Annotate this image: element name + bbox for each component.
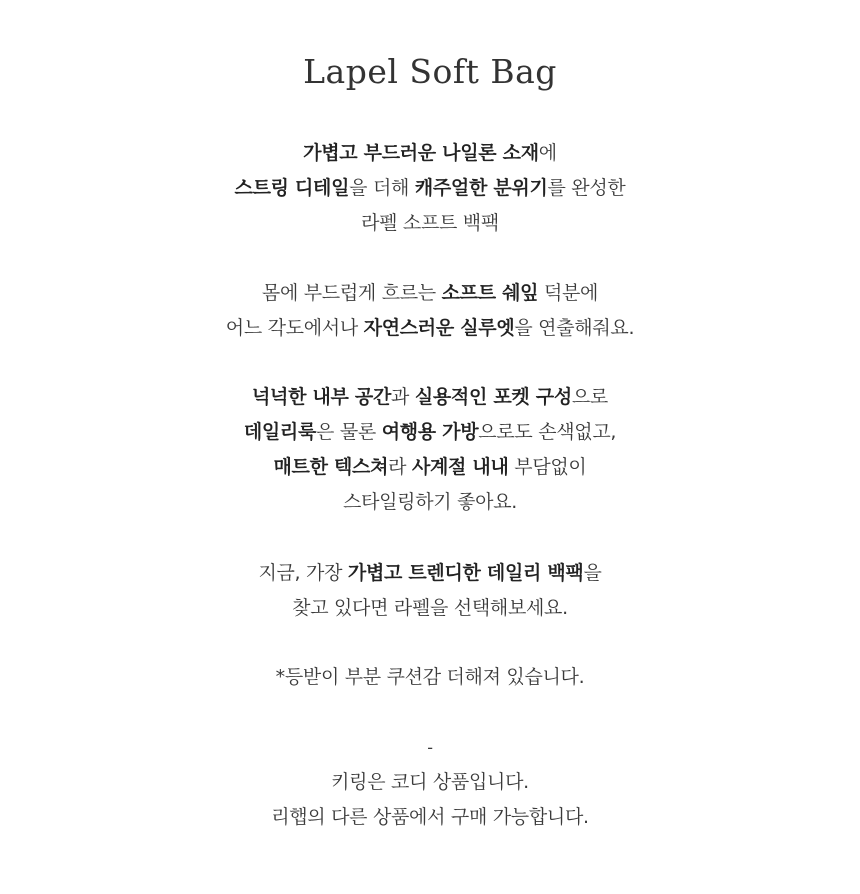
plain-text: 라 [388, 456, 412, 478]
plain-text: 을 [583, 562, 602, 584]
emphasis-text: 여행용 가방 [381, 421, 479, 443]
plain-text: 을 연출해줘요. [514, 317, 635, 339]
plain-text: 덕분에 [538, 282, 599, 304]
emphasis-text: 캐주얼한 분위기 [414, 177, 548, 199]
text-line [0, 485, 860, 520]
text-line [0, 206, 860, 241]
plain-text: 키링은 코디 상품입니다. [331, 771, 529, 793]
plain-text: 부담없이 [508, 456, 587, 478]
plain-text: 라펠 소프트 백팩 [361, 212, 499, 234]
description-paragraph [0, 556, 860, 626]
text-line [0, 311, 860, 346]
text-line [0, 380, 860, 415]
text-line [0, 800, 860, 835]
cushion-note [0, 660, 860, 695]
emphasis-text: 데일리룩 [243, 421, 317, 443]
description-paragraph [0, 136, 860, 241]
text-line [0, 415, 860, 450]
plain-text: 찾고 있다면 라펠을 선택해보세요. [292, 597, 568, 619]
text-line [0, 450, 860, 485]
text-line [0, 660, 860, 695]
text-line [0, 136, 860, 171]
plain-text: 스타일링하기 좋아요. [343, 491, 517, 513]
text-line [0, 556, 860, 591]
emphasis-text: 매트한 텍스쳐 [273, 456, 389, 478]
text-line [0, 765, 860, 800]
text-line [0, 276, 860, 311]
plain-text: 어느 각도에서나 [225, 317, 364, 339]
emphasis-text: 가볍고 부드러운 나일론 소재 [303, 142, 539, 164]
emphasis-text: 소프트 쉐잎 [441, 282, 539, 304]
plain-text: 으로도 손색없고, [478, 421, 617, 443]
separator-dash [0, 730, 860, 765]
emphasis-text: 자연스러운 실루엣 [363, 317, 515, 339]
text-line [0, 591, 860, 626]
description-paragraph [0, 276, 860, 346]
plain-text: 에 [538, 142, 557, 164]
text-line [0, 171, 860, 206]
plain-text: 리햅의 다른 상품에서 구매 가능합니다. [271, 806, 589, 828]
plain-text: 으로 [571, 386, 608, 408]
emphasis-text: 스트링 디테일 [234, 177, 350, 199]
emphasis-text: 사계절 내내 [411, 456, 509, 478]
plain-text: 를 완성한 [547, 177, 626, 199]
emphasis-text: 가볍고 트렌디한 데일리 백팩 [347, 562, 584, 584]
description-paragraph [0, 380, 860, 520]
plain-text: - [427, 738, 433, 757]
plain-text: 과 [391, 386, 415, 408]
product-title: Lapel Soft Bag [303, 52, 557, 91]
plain-text: 을 더해 [349, 177, 415, 199]
plain-text: 몸에 부드럽게 흐르는 [261, 282, 442, 304]
keyring-note [0, 730, 860, 835]
plain-text: 지금, 가장 [258, 562, 348, 584]
emphasis-text: 넉넉한 내부 공간 [252, 386, 392, 408]
plain-text: *등받이 부분 쿠션감 더해져 있습니다. [275, 666, 585, 688]
plain-text: 은 물론 [316, 421, 382, 443]
emphasis-text: 실용적인 포켓 구성 [414, 386, 572, 408]
